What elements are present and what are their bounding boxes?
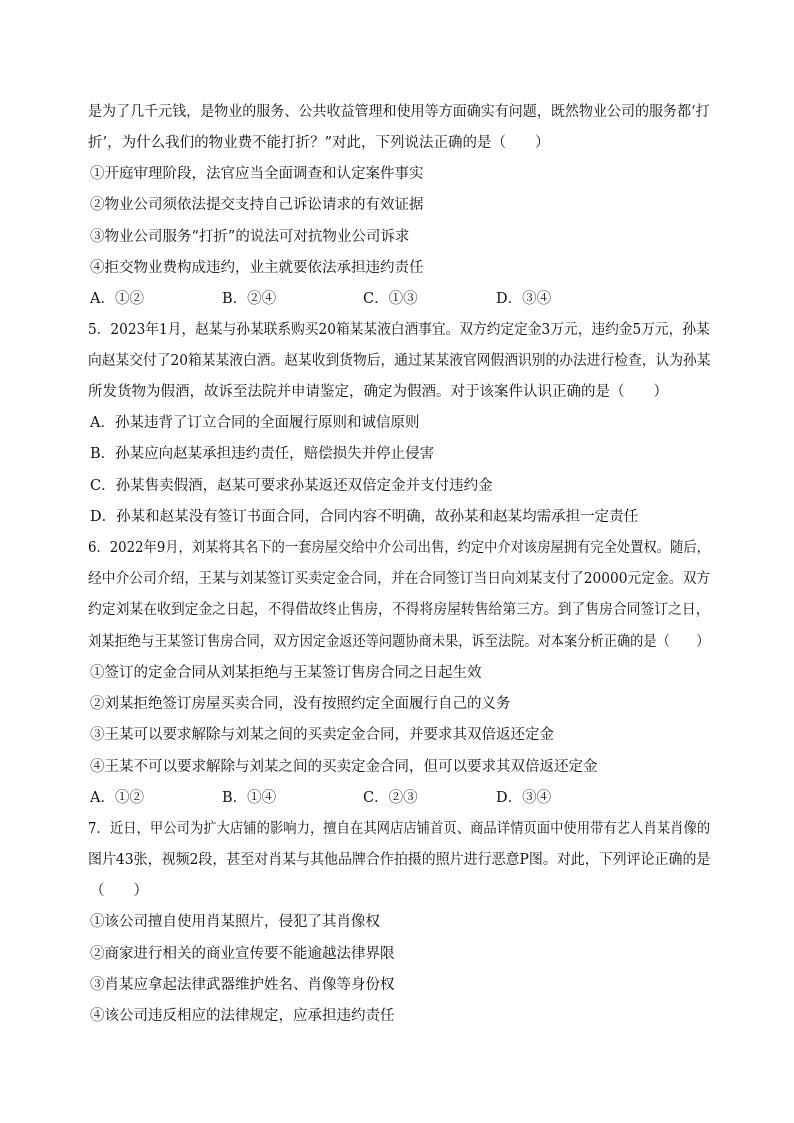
q4-statement-4: ④拒交物业费构成违约，业主就要依法承担违约责任 <box>90 260 424 276</box>
q4-statement-2: ②物业公司须依法提交支持自己诉讼请求的有效证据 <box>90 197 424 213</box>
q7-answer-blank: （ ） <box>90 883 148 899</box>
q6-stem-line-3: 约定刘某在收到定金之日起，不得借故终止售房，不得将房屋转售给第三方。到了售房合同签订之日， <box>88 602 710 618</box>
q5-option-a[interactable]: A．孙某违背了订立合同的全面履行原则和诚信原则 <box>90 415 420 431</box>
q7-statement-2: ②商家进行相关的商业宣传要不能逾越法律界限 <box>90 946 395 962</box>
q5-option-c[interactable]: C．孙某售卖假酒，赵某可要求孙某返还双倍定金并支付违约金 <box>90 478 493 494</box>
q6-statement-4: ④王某不可以要求解除与刘某之间的买卖定金合同，但可以要求其双倍返还定金 <box>90 759 598 775</box>
q6-stem-line-1: 6．2022年9月，刘某将其名下的一套房屋交给中介公司出售，约定中介对该房屋拥有完全处置权。随后， <box>88 540 710 556</box>
q6-stem-line-4: 刘某拒绝与王某签订售房合同，双方因定金返还等问题协商未果，诉至法院。对本案分析正确的是（ ） <box>88 634 710 650</box>
q4-option-a[interactable]: A．①② <box>90 291 144 307</box>
q6-stem-line-2: 经中介公司介绍，王某与刘某签订买卖定金合同，并在合同签订当日向刘某支付了20000元定金。双方 <box>88 571 711 587</box>
q7-statement-1: ①该公司擅自使用肖某照片，侵犯了其肖像权 <box>90 914 380 930</box>
q4-statement-1: ①开庭审理阶段，法官应当全面调查和认定案件事实 <box>90 166 424 182</box>
q4-option-d[interactable]: D．③④ <box>496 291 552 307</box>
q4-statement-3: ③物业公司服务“打折”的说法可对抗物业公司诉求 <box>90 229 410 245</box>
q6-statement-1: ①签订的定金合同从刘某拒绝与王某签订售房合同之日起生效 <box>90 665 482 681</box>
q7-statement-3: ③肖某应拿起法律武器维护姓名、肖像等身份权 <box>90 977 395 993</box>
q4-option-b[interactable]: B．②④ <box>222 291 277 307</box>
q4-stem-line-1: 是为了几千元钱，是物业的服务、公共收益管理和使用等方面确实有问题，既然物业公司的服务都‘打 <box>88 104 710 120</box>
q6-option-c[interactable]: C．②③ <box>363 790 418 806</box>
q6-option-a[interactable]: A．①② <box>90 790 144 806</box>
q7-statement-4: ④该公司违反相应的法律规定，应承担违约责任 <box>90 1008 395 1024</box>
q5-option-b[interactable]: B．孙某应向赵某承担违约责任，赔偿损失并停止侵害 <box>90 446 435 462</box>
q5-stem-line-3: 所发货物为假酒，故诉至法院并申请鉴定，确定为假酒。对于该案件认识正确的是（ ） <box>88 384 668 400</box>
q6-option-d[interactable]: D．③④ <box>496 790 552 806</box>
q7-stem-line-1: 7．近日，甲公司为扩大店铺的影响力，擅自在其网店店铺首页、商品详情页面中使用带有艺人肖某肖像的 <box>88 821 711 837</box>
q6-statement-2: ②刘某拒绝签订房屋买卖合同，没有按照约定全面履行自己的义务 <box>90 696 511 712</box>
q5-option-d[interactable]: D．孙某和赵某没有签订书面合同，合同内容不明确，故孙某和赵某均需承担一定责任 <box>90 509 639 525</box>
q7-stem-line-2: 图片43张，视频2段，甚至对肖某与其他品牌合作拍摄的照片进行恶意P图。对此，下列评论正确的是 <box>88 852 711 868</box>
q5-stem-line-2: 向赵某交付了20箱某某液白酒。赵某收到货物后，通过某某液官网假酒识别的办法进行检查，认为孙某 <box>88 353 711 369</box>
q4-option-c[interactable]: C．①③ <box>363 291 418 307</box>
q6-option-b[interactable]: B．①④ <box>222 790 277 806</box>
q4-stem-line-2: 折’，为什么我们的物业费不能打折？”对此，下列说法正确的是（ ） <box>88 135 550 151</box>
q5-stem-line-1: 5．2023年1月，赵某与孙某联系购买20箱某某液白酒事宜。双方约定定金3万元，违约金5万元，孙某 <box>88 322 710 338</box>
q6-statement-3: ③王某可以要求解除与刘某之间的买卖定金合同，并要求其双倍返还定金 <box>90 727 554 743</box>
